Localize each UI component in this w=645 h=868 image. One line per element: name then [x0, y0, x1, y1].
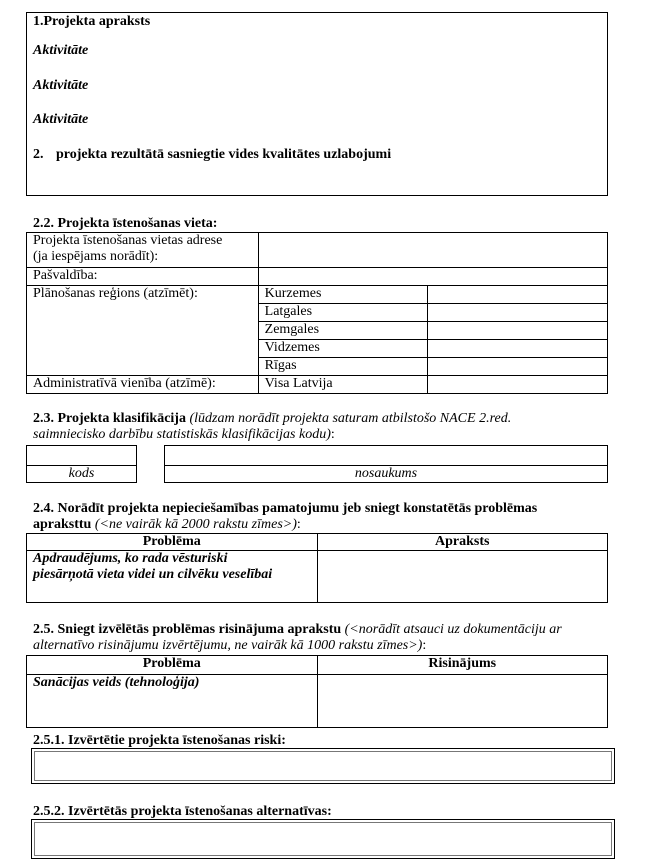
nace-name-table	[164, 445, 608, 483]
admin-unit-label: Administratīvā vienība (atzīmē):	[27, 376, 259, 394]
region-zemgales: Zemgales	[258, 322, 428, 340]
section251-title: 2.5.1. Izvērtētie projekta īstenošanas riski:	[33, 733, 286, 748]
nace-name-label: nosaukums	[165, 466, 608, 483]
col-solution-header: Risinājums	[317, 656, 607, 675]
municipality-label: Pašvaldība:	[27, 268, 259, 286]
section24-title-2: apraksttu	[33, 517, 92, 532]
section25-note-2: alternatīvo risinājumu izvērtējumu, ne vairāk kā 1000 rakstu zīmes>)	[33, 638, 423, 653]
section24-note: (<ne vairāk kā 2000 rakstu zīmes>)	[94, 517, 297, 532]
section22-title: 2.2. Projekta īstenošanas vieta:	[33, 216, 218, 231]
alternatives-field[interactable]	[31, 819, 615, 859]
region-vidzemes: Vidzemes	[258, 340, 428, 358]
section1-title: 1.Projekta apraksts	[33, 14, 151, 29]
municipality-value[interactable]	[258, 268, 607, 286]
remediation-type-cell: Sanācijas veids (tehnoloģija)	[27, 675, 318, 728]
item2-num: 2.	[33, 147, 44, 162]
section25-heading: 2.5. Sniegt izvēlētās problēmas risinājuma aprakstu (<norādīt atsauci uz dokumentāciju ar alternatīvo risinājumu izvērtējumu, ne vairāk kā 1000 rakstu zīmes>):	[33, 622, 562, 653]
solution-table	[26, 655, 608, 728]
planning-region-label: Plānošanas reģions (atzīmēt):	[27, 286, 259, 376]
nace-code-label: kods	[27, 466, 137, 483]
nace-code-value[interactable]	[27, 446, 137, 466]
region-kurzemes-mark[interactable]	[428, 286, 608, 304]
nace-name-value[interactable]	[165, 446, 608, 466]
risks-field[interactable]	[31, 748, 615, 784]
problem-table	[26, 533, 608, 603]
nace-code-table	[26, 445, 137, 483]
admin-unit-mark[interactable]	[428, 376, 608, 394]
col-problem-header: Problēma	[27, 534, 318, 551]
section25-note-1: (<norādīt atsauci uz dokumentāciju ar	[344, 622, 562, 637]
activity-2: Aktivitāte	[33, 78, 89, 93]
region-kurzemes: Kurzemes	[258, 286, 428, 304]
section23-title: 2.3. Projekta klasifikācija	[33, 411, 186, 426]
region-rigas: Rīgas	[258, 358, 428, 376]
activity-3: Aktivitāte	[33, 112, 89, 127]
region-latgales: Latgales	[258, 304, 428, 322]
region-latgales-mark[interactable]	[428, 304, 608, 322]
section23-heading: 2.3. Projekta klasifikācija (lūdzam norādīt projekta saturam atbilstošo NACE 2.red. saimnieciskо darbību statistiskās klasifikācijas kodu):	[33, 411, 512, 442]
region-zemgales-mark[interactable]	[428, 322, 608, 340]
col-problem-header-2: Problēma	[27, 656, 318, 675]
section23-note-1: (lūdzam norādīt projekta saturam atbilstošo NACE 2.red.	[189, 411, 512, 426]
address-value[interactable]	[258, 233, 607, 268]
section23-note-2: saimnieciskо darbību statistiskās klasifikācijas kodu)	[33, 427, 331, 442]
problem-cell: Apdraudējums, ko rada vēsturiski piesārņotā vieta videi un cilvēku veselībai	[27, 551, 318, 603]
region-vidzemes-mark[interactable]	[428, 340, 608, 358]
section25-title: 2.5. Sniegt izvēlētās problēmas risinājuma aprakstu	[33, 622, 342, 637]
location-table	[26, 232, 608, 394]
section24-title-1: 2.4. Norādīt projekta nepieciešamības pamatojumu jeb sniegt konstatētās problēmas	[33, 501, 538, 516]
project-description-box	[26, 12, 608, 196]
region-rigas-mark[interactable]	[428, 358, 608, 376]
admin-unit-value: Visa Latvija	[258, 376, 428, 394]
col-description-header: Apraksts	[317, 534, 607, 551]
item2-text: projekta rezultātā sasniegtie vides kvalitātes uzlabojumi	[56, 147, 392, 162]
section252-title: 2.5.2. Izvērtētās projekta īstenošanas alternatīvas:	[33, 804, 332, 819]
section24-title-2-line: apraksttu (<ne vairāk kā 2000 rakstu zīmes>):	[33, 517, 301, 532]
activity-1: Aktivitāte	[33, 43, 89, 58]
solution-cell[interactable]	[317, 675, 607, 728]
address-label: Projekta īstenošanas vietas adrese (ja iespējams norādīt):	[27, 233, 259, 268]
description-cell[interactable]	[317, 551, 607, 603]
